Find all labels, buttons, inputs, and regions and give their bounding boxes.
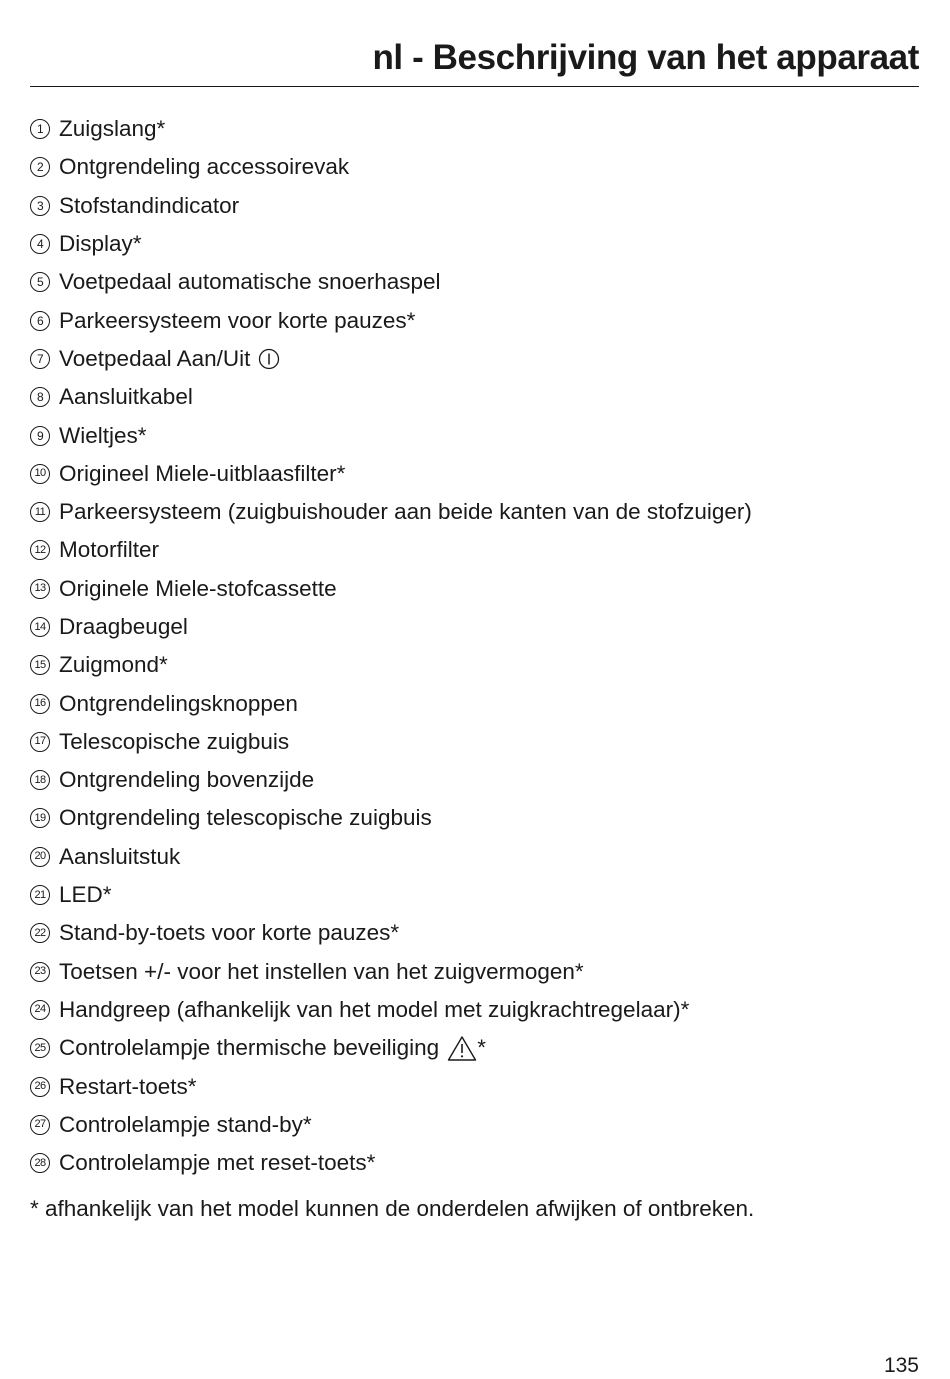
- item-label: Toetsen +/- voor het instellen van het zuigvermogen*: [59, 958, 584, 984]
- item-label: Restart-toets*: [59, 1073, 197, 1099]
- item-label: Controlelampje stand-by*: [59, 1111, 312, 1137]
- item-label: Display*: [59, 231, 142, 257]
- page-title: nl - Beschrijving van het apparaat: [372, 38, 919, 77]
- item-number-badge: 23: [30, 962, 50, 982]
- item-number-badge: 4: [30, 234, 50, 254]
- item-number-badge: 15: [30, 655, 50, 675]
- item-label: LED*: [59, 882, 112, 908]
- list-item: [30, 570, 752, 608]
- list-item: [30, 187, 752, 225]
- item-number-badge: 5: [30, 272, 50, 292]
- list-item: [30, 723, 752, 761]
- list-item: [30, 148, 752, 186]
- item-number-badge: 2: [30, 157, 50, 177]
- item-number-badge: 12: [30, 540, 50, 560]
- list-item: [30, 301, 752, 339]
- list-item: [30, 914, 752, 952]
- item-label: Originele Miele-stofcassette: [59, 575, 337, 601]
- item-number-badge: 22: [30, 923, 50, 943]
- warning-triangle-icon: [447, 1035, 477, 1062]
- item-label: Controlelampje met reset-toets*: [59, 1150, 376, 1176]
- footnote: * afhankelijk van het model kunnen de onderdelen afwijken of ontbreken.: [30, 1196, 755, 1221]
- item-label: Motorfilter: [59, 537, 160, 563]
- page-number: 135: [883, 1354, 919, 1377]
- item-label: Aansluitkabel: [59, 384, 193, 410]
- list-item: [30, 1144, 752, 1182]
- list-item: [30, 608, 752, 646]
- item-number-badge: 25: [30, 1038, 50, 1058]
- list-item: [30, 455, 752, 493]
- item-label: Stand-by-toets voor korte pauzes*: [59, 920, 400, 946]
- list-item: [30, 799, 752, 837]
- item-number-badge: 3: [30, 196, 50, 216]
- item-number-badge: 24: [30, 1000, 50, 1020]
- item-number-badge: 18: [30, 770, 50, 790]
- item-label: Telescopische zuigbuis: [59, 728, 290, 754]
- item-number-badge: 16: [30, 694, 50, 714]
- item-number-badge: 8: [30, 387, 50, 407]
- list-item: [30, 225, 752, 263]
- list-item: [30, 646, 752, 684]
- item-label: Zuigmond*: [59, 652, 168, 678]
- item-number-badge: 9: [30, 426, 50, 446]
- item-number-badge: 10: [30, 464, 50, 484]
- item-number-badge: 17: [30, 732, 50, 752]
- item-label: Handgreep (afhankelijk van het model met zuigkrachtregelaar)*: [59, 996, 690, 1022]
- list-item: [30, 991, 752, 1029]
- list-item: [30, 1029, 752, 1067]
- item-label: Parkeersysteem voor korte pauzes*: [59, 307, 416, 333]
- list-item: [30, 953, 752, 991]
- list-item: [30, 110, 752, 148]
- item-label: Parkeersysteem (zuigbuishouder aan beide kanten van de stofzuiger): [59, 499, 752, 525]
- item-number-badge: 28: [30, 1153, 50, 1173]
- list-item: [30, 531, 752, 569]
- item-number-badge: 20: [30, 847, 50, 867]
- parts-list: [30, 110, 752, 1182]
- item-label: Voetpedaal automatische snoerhaspel: [59, 269, 441, 295]
- power-icon: [258, 348, 280, 370]
- list-item: [30, 263, 752, 301]
- item-label: Voetpedaal Aan/Uit: [59, 345, 251, 371]
- item-label: Ontgrendeling bovenzijde: [59, 767, 315, 793]
- item-number-badge: 14: [30, 617, 50, 637]
- list-item: [30, 761, 752, 799]
- item-label: Wieltjes*: [59, 422, 147, 448]
- item-number-badge: 1: [30, 119, 50, 139]
- item-number-badge: 13: [30, 579, 50, 599]
- item-label: Draagbeugel: [59, 614, 188, 639]
- list-item: [30, 1067, 752, 1105]
- item-label: Ontgrendeling accessoirevak: [59, 154, 350, 180]
- item-number-badge: 27: [30, 1115, 50, 1135]
- item-number-badge: 6: [30, 311, 50, 331]
- list-item: [30, 684, 752, 722]
- list-item: [30, 416, 752, 454]
- item-label: Zuigslang*: [59, 116, 166, 142]
- item-label: Ontgrendeling telescopische zuigbuis: [59, 805, 432, 831]
- list-item: [30, 838, 752, 876]
- list-item: [30, 340, 752, 378]
- item-label: Stofstandindicator: [59, 192, 240, 218]
- item-number-badge: 7: [30, 349, 50, 369]
- item-number-badge: 11: [30, 502, 50, 522]
- item-number-badge: 21: [30, 885, 50, 905]
- item-number-badge: 19: [30, 808, 50, 828]
- item-label: Controlelampje thermische beveiliging: [59, 1035, 440, 1061]
- item-suffix: *: [477, 1035, 486, 1061]
- list-item: [30, 876, 752, 914]
- list-item: [30, 1106, 752, 1144]
- item-label: Ontgrendelingsknoppen: [59, 690, 298, 716]
- list-item: [30, 378, 752, 416]
- item-number-badge: 26: [30, 1077, 50, 1097]
- item-label: Origineel Miele-uitblaasfilter*: [59, 460, 346, 486]
- list-item: [30, 493, 752, 531]
- item-label: Aansluitstuk: [59, 843, 181, 869]
- page-header: [30, 36, 919, 87]
